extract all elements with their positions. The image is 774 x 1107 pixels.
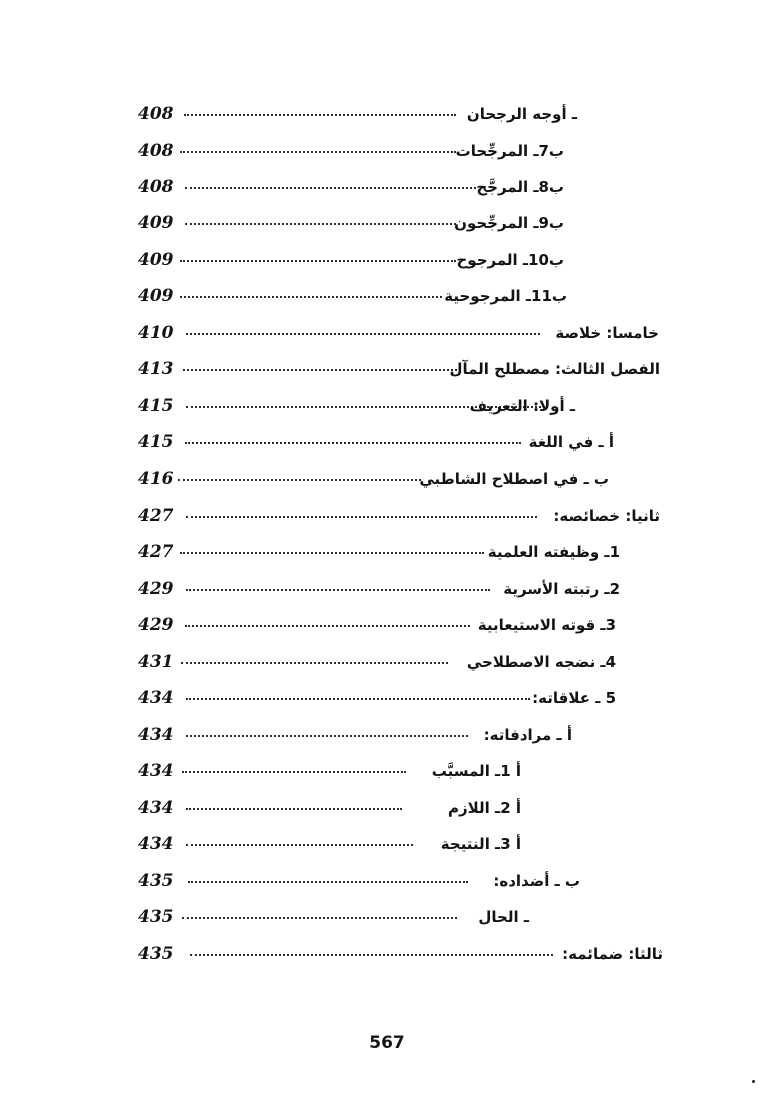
toc-entry xyxy=(0,538,774,568)
toc-entry xyxy=(0,502,774,532)
toc-entry-title: 2ـ رتبته الأسرية xyxy=(503,580,620,598)
toc-entry xyxy=(0,209,774,239)
toc-entry-title: أ 3ـ النتيجة xyxy=(440,835,521,853)
toc-entry xyxy=(0,684,774,714)
toc-entry xyxy=(0,392,774,422)
toc-entry-title: 5 ـ علاقاته: xyxy=(532,689,616,707)
dot-leader xyxy=(186,735,468,737)
toc-page-number: 434 xyxy=(138,761,174,781)
toc-page-number: 427 xyxy=(138,542,174,562)
toc-entry-title: ب9ـ المرجِّحون xyxy=(454,214,564,232)
toc-entry xyxy=(0,465,774,495)
dot-leader xyxy=(180,260,456,262)
dot-leader xyxy=(186,844,413,846)
toc-page-number: 409 xyxy=(138,213,174,233)
toc-page-number: 408 xyxy=(138,141,174,161)
page-number: 567 xyxy=(369,1033,405,1053)
dot-leader xyxy=(180,552,484,554)
toc-page-number: 408 xyxy=(138,177,174,197)
toc-page-number: 409 xyxy=(138,250,174,270)
toc-entry xyxy=(0,173,774,203)
toc-page-number: 434 xyxy=(138,834,174,854)
toc-page-number: 415 xyxy=(138,396,174,416)
toc-entry xyxy=(0,940,774,970)
toc-page-number: 416 xyxy=(138,469,174,489)
toc-page-number: 409 xyxy=(138,286,174,306)
toc-entry xyxy=(0,757,774,787)
toc-entry xyxy=(0,903,774,933)
toc-page-number: 434 xyxy=(138,688,174,708)
dot-leader xyxy=(180,151,456,153)
dot-leader xyxy=(183,369,461,371)
toc-entry xyxy=(0,721,774,751)
toc-page-number: 434 xyxy=(138,725,174,745)
toc-page-number: 410 xyxy=(138,323,174,343)
toc-entry xyxy=(0,830,774,860)
toc-entry-title: أ 1ـ المسبَّب xyxy=(431,762,521,780)
toc-page-number: 427 xyxy=(138,506,174,526)
toc-entry-title: أ 2ـ اللازم xyxy=(448,799,521,817)
toc-page-number: 434 xyxy=(138,798,174,818)
toc-entry-title: ثانيا: خصائصه: xyxy=(553,507,660,525)
toc-page-number: 429 xyxy=(138,615,174,635)
scan-speck xyxy=(752,1080,755,1083)
dot-leader xyxy=(184,114,456,116)
dot-leader xyxy=(186,589,490,591)
dot-leader xyxy=(186,333,540,335)
toc-entry xyxy=(0,246,774,276)
toc-entry xyxy=(0,428,774,458)
toc-page-number: 435 xyxy=(138,944,174,964)
toc-page-number: 429 xyxy=(138,579,174,599)
toc-entry-title: 1ـ وظيفته العلمية xyxy=(487,543,620,561)
toc-entry-title: ب ـ أضداده: xyxy=(493,872,580,890)
dot-leader xyxy=(185,442,521,444)
dot-leader xyxy=(182,771,406,773)
toc-entry-title: ب8ـ المرجَّح xyxy=(476,178,564,196)
toc-entry-title: أ ـ مرادفاته: xyxy=(483,726,572,744)
toc-page-number: 413 xyxy=(138,359,174,379)
dot-leader xyxy=(190,954,553,956)
toc-entry xyxy=(0,648,774,678)
toc-entry xyxy=(0,867,774,897)
dot-leader xyxy=(185,223,456,225)
toc-page-number: 435 xyxy=(138,871,174,891)
dot-leader xyxy=(185,187,476,189)
toc-entry-title: الفصل الثالث: مصطلح المآل xyxy=(449,360,660,378)
toc-entry xyxy=(0,611,774,641)
toc-entry xyxy=(0,282,774,312)
toc-entry-title: أ ـ في اللغة xyxy=(528,433,614,451)
toc-entry-title: ثالثا: ضمائمه: xyxy=(562,945,663,963)
dot-leader xyxy=(186,516,537,518)
toc-entry-title: ب7ـ المرجِّحات xyxy=(455,142,564,160)
toc-entry xyxy=(0,137,774,167)
toc-entry-title: خامسا: خلاصة xyxy=(555,324,659,342)
toc-entry-title: ب ـ في اصطلاح الشاطبي xyxy=(419,470,609,488)
toc-entry xyxy=(0,100,774,130)
toc-entry xyxy=(0,575,774,605)
dot-leader xyxy=(178,479,421,481)
dot-leader xyxy=(181,662,448,664)
toc-entry-title: ـ الحال xyxy=(478,908,529,926)
dot-leader xyxy=(186,698,530,700)
toc-entry-title: ـ أولا: التعريف xyxy=(469,397,575,415)
dot-leader xyxy=(185,625,470,627)
toc-page-number: 431 xyxy=(138,652,174,672)
toc-page-number: 435 xyxy=(138,907,174,927)
toc-entry-title: 3ـ قوته الاستيعابية xyxy=(477,616,616,634)
dot-leader xyxy=(180,296,442,298)
dot-leader xyxy=(186,808,402,810)
toc-entry xyxy=(0,319,774,349)
toc-entry-title: 4ـ نضجه الاصطلاحي xyxy=(466,653,616,671)
dot-leader xyxy=(188,881,468,883)
toc-entry-title: ب11ـ المرجوحية xyxy=(444,287,567,305)
dot-leader xyxy=(182,917,457,919)
toc-entry-title: ـ أوجه الرجحان xyxy=(466,105,577,123)
toc-entry-title: ب10ـ المرجوح xyxy=(456,251,564,269)
toc-entry xyxy=(0,794,774,824)
toc-page-number: 408 xyxy=(138,104,174,124)
toc-page-number: 415 xyxy=(138,432,174,452)
toc-entry xyxy=(0,355,774,385)
